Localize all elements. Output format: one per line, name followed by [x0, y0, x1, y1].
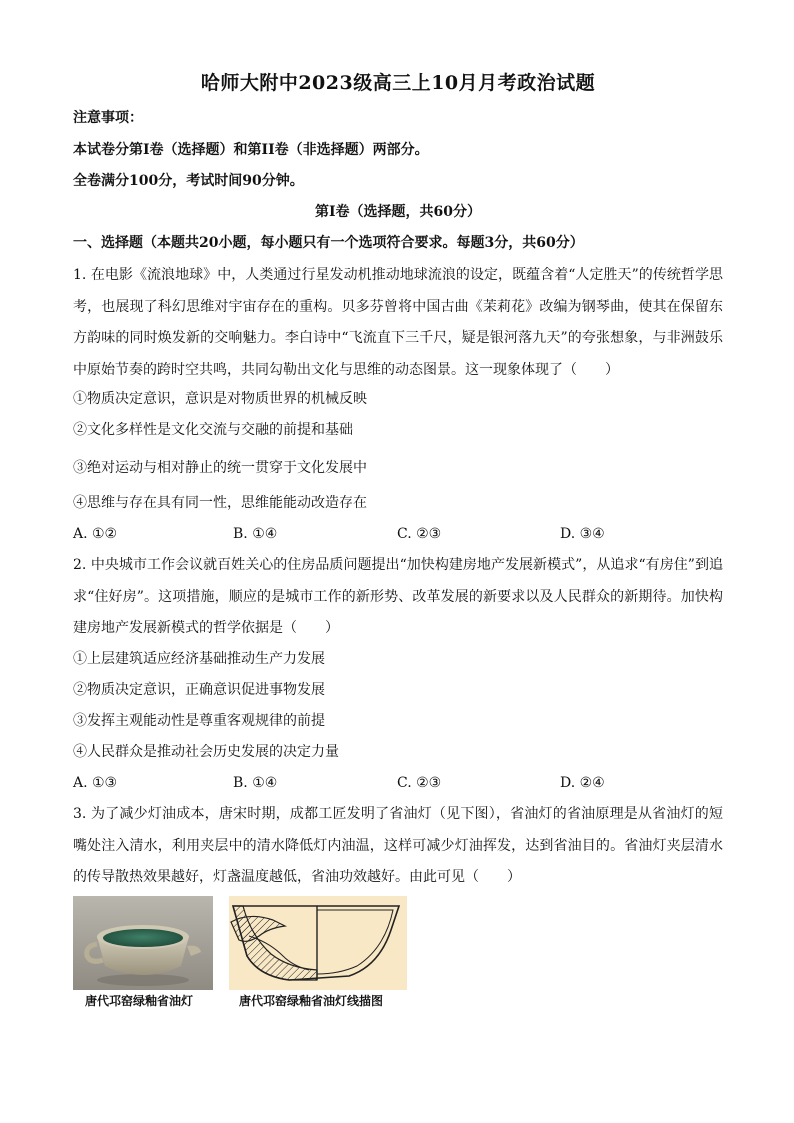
lamp-line-drawing-image — [229, 896, 407, 990]
question-2-statement-2: ②物质决定意识，正确意识促进事物发展 — [73, 682, 325, 698]
question-1-options — [73, 524, 723, 544]
option-a[interactable]: A. ①② — [73, 526, 118, 542]
option-c[interactable]: C. ②③ — [397, 775, 442, 791]
question-1-statement-2: ②文化多样性是文化交流与交融的前提和基础 — [73, 422, 353, 438]
question-1-stem: 1. 在电影《流浪地球》中，人类通过行星发动机推动地球流浪的设定，既蕴含着“人定胜天”的传统哲学思考，也展现了科幻思维对宇宙存在的重构。贝多芬曾将中国古曲《茉莉花》改编为钢琴曲，使其在保留东方韵味的同时焕发新的交响魅力。李白诗中“飞流直下三千尺，疑是银河落九天”的夸张想象，与非洲鼓乐中原始节奏的跨时空共鸣，共同勾勒出文化与思维的动态图景。这一现象体现了（ ） — [73, 267, 723, 378]
question-2-statement-3: ③发挥主观能动性是尊重客观规律的前提 — [73, 713, 325, 729]
notice-heading: 注意事项： — [73, 110, 143, 126]
notice-line-2: 全卷满分100分，考试时间90分钟。 — [73, 173, 304, 189]
option-d[interactable]: D. ③④ — [560, 526, 605, 542]
option-c[interactable]: C. ②③ — [397, 526, 442, 542]
section-title: 第Ⅰ卷（选择题，共60分） — [314, 204, 482, 220]
question-2-options — [73, 773, 723, 793]
question-1-statement-1: ①物质决定意识，意识是对物质世界的机械反映 — [73, 391, 367, 407]
figure-caption-photo: 唐代邛窑绿釉省油灯 — [85, 994, 194, 1008]
question-1-statement-3: ③绝对运动与相对静止的统一贯穿于文化发展中 — [73, 460, 367, 476]
question-2-stem: 2. 中央城市工作会议就百姓关心的住房品质问题提出“加快构建房地产发展新模式”，从追求“有房住”到追求“住好房”。这项措施，顺应的是城市工作的新形势、改革发展的新要求以及人民群众的新期待。加快构建房地产发展新模式的哲学依据是（ ） — [73, 557, 723, 636]
question-2-statement-1: ①上层建筑适应经济基础推动生产力发展 — [73, 651, 325, 667]
question-2-statement-4: ④人民群众是推动社会历史发展的决定力量 — [73, 744, 339, 760]
option-b[interactable]: B. ①④ — [233, 775, 278, 791]
question-1-statement-4: ④思维与存在具有同一性，思维能能动改造存在 — [73, 495, 367, 511]
lamp-line-drawing — [229, 896, 407, 990]
question-3-stem: 3. 为了减少灯油成本，唐宋时期，成都工匠发明了省油灯（见下图），省油灯的省油原理是从省油灯的短嘴处注入清水，利用夹层中的清水降低灯内油温，这样可减少灯油挥发，达到省油目的。省油灯夹层清水的传导散热效果越好，灯盏温度越低，省油功效越好。由此可见（ ） — [73, 806, 723, 885]
notice-line-1: 本试卷分第Ⅰ卷（选择题）和第II卷（非选择题）两部分。 — [73, 142, 429, 158]
option-d[interactable]: D. ②④ — [560, 775, 605, 791]
option-b[interactable]: B. ①④ — [233, 526, 278, 542]
figure-caption-drawing: 唐代邛窑绿釉省油灯线描图 — [239, 994, 384, 1008]
lamp-photo-image — [73, 896, 213, 990]
lamp-photo — [73, 896, 213, 990]
page-title: 哈师大附中2023级高三上10月月考政治试题 — [200, 72, 596, 94]
option-a[interactable]: A. ①③ — [73, 775, 118, 791]
part-heading: 一、选择题（本题共20小题，每小题只有一个选项符合要求。每题3分，共60分） — [73, 235, 584, 251]
